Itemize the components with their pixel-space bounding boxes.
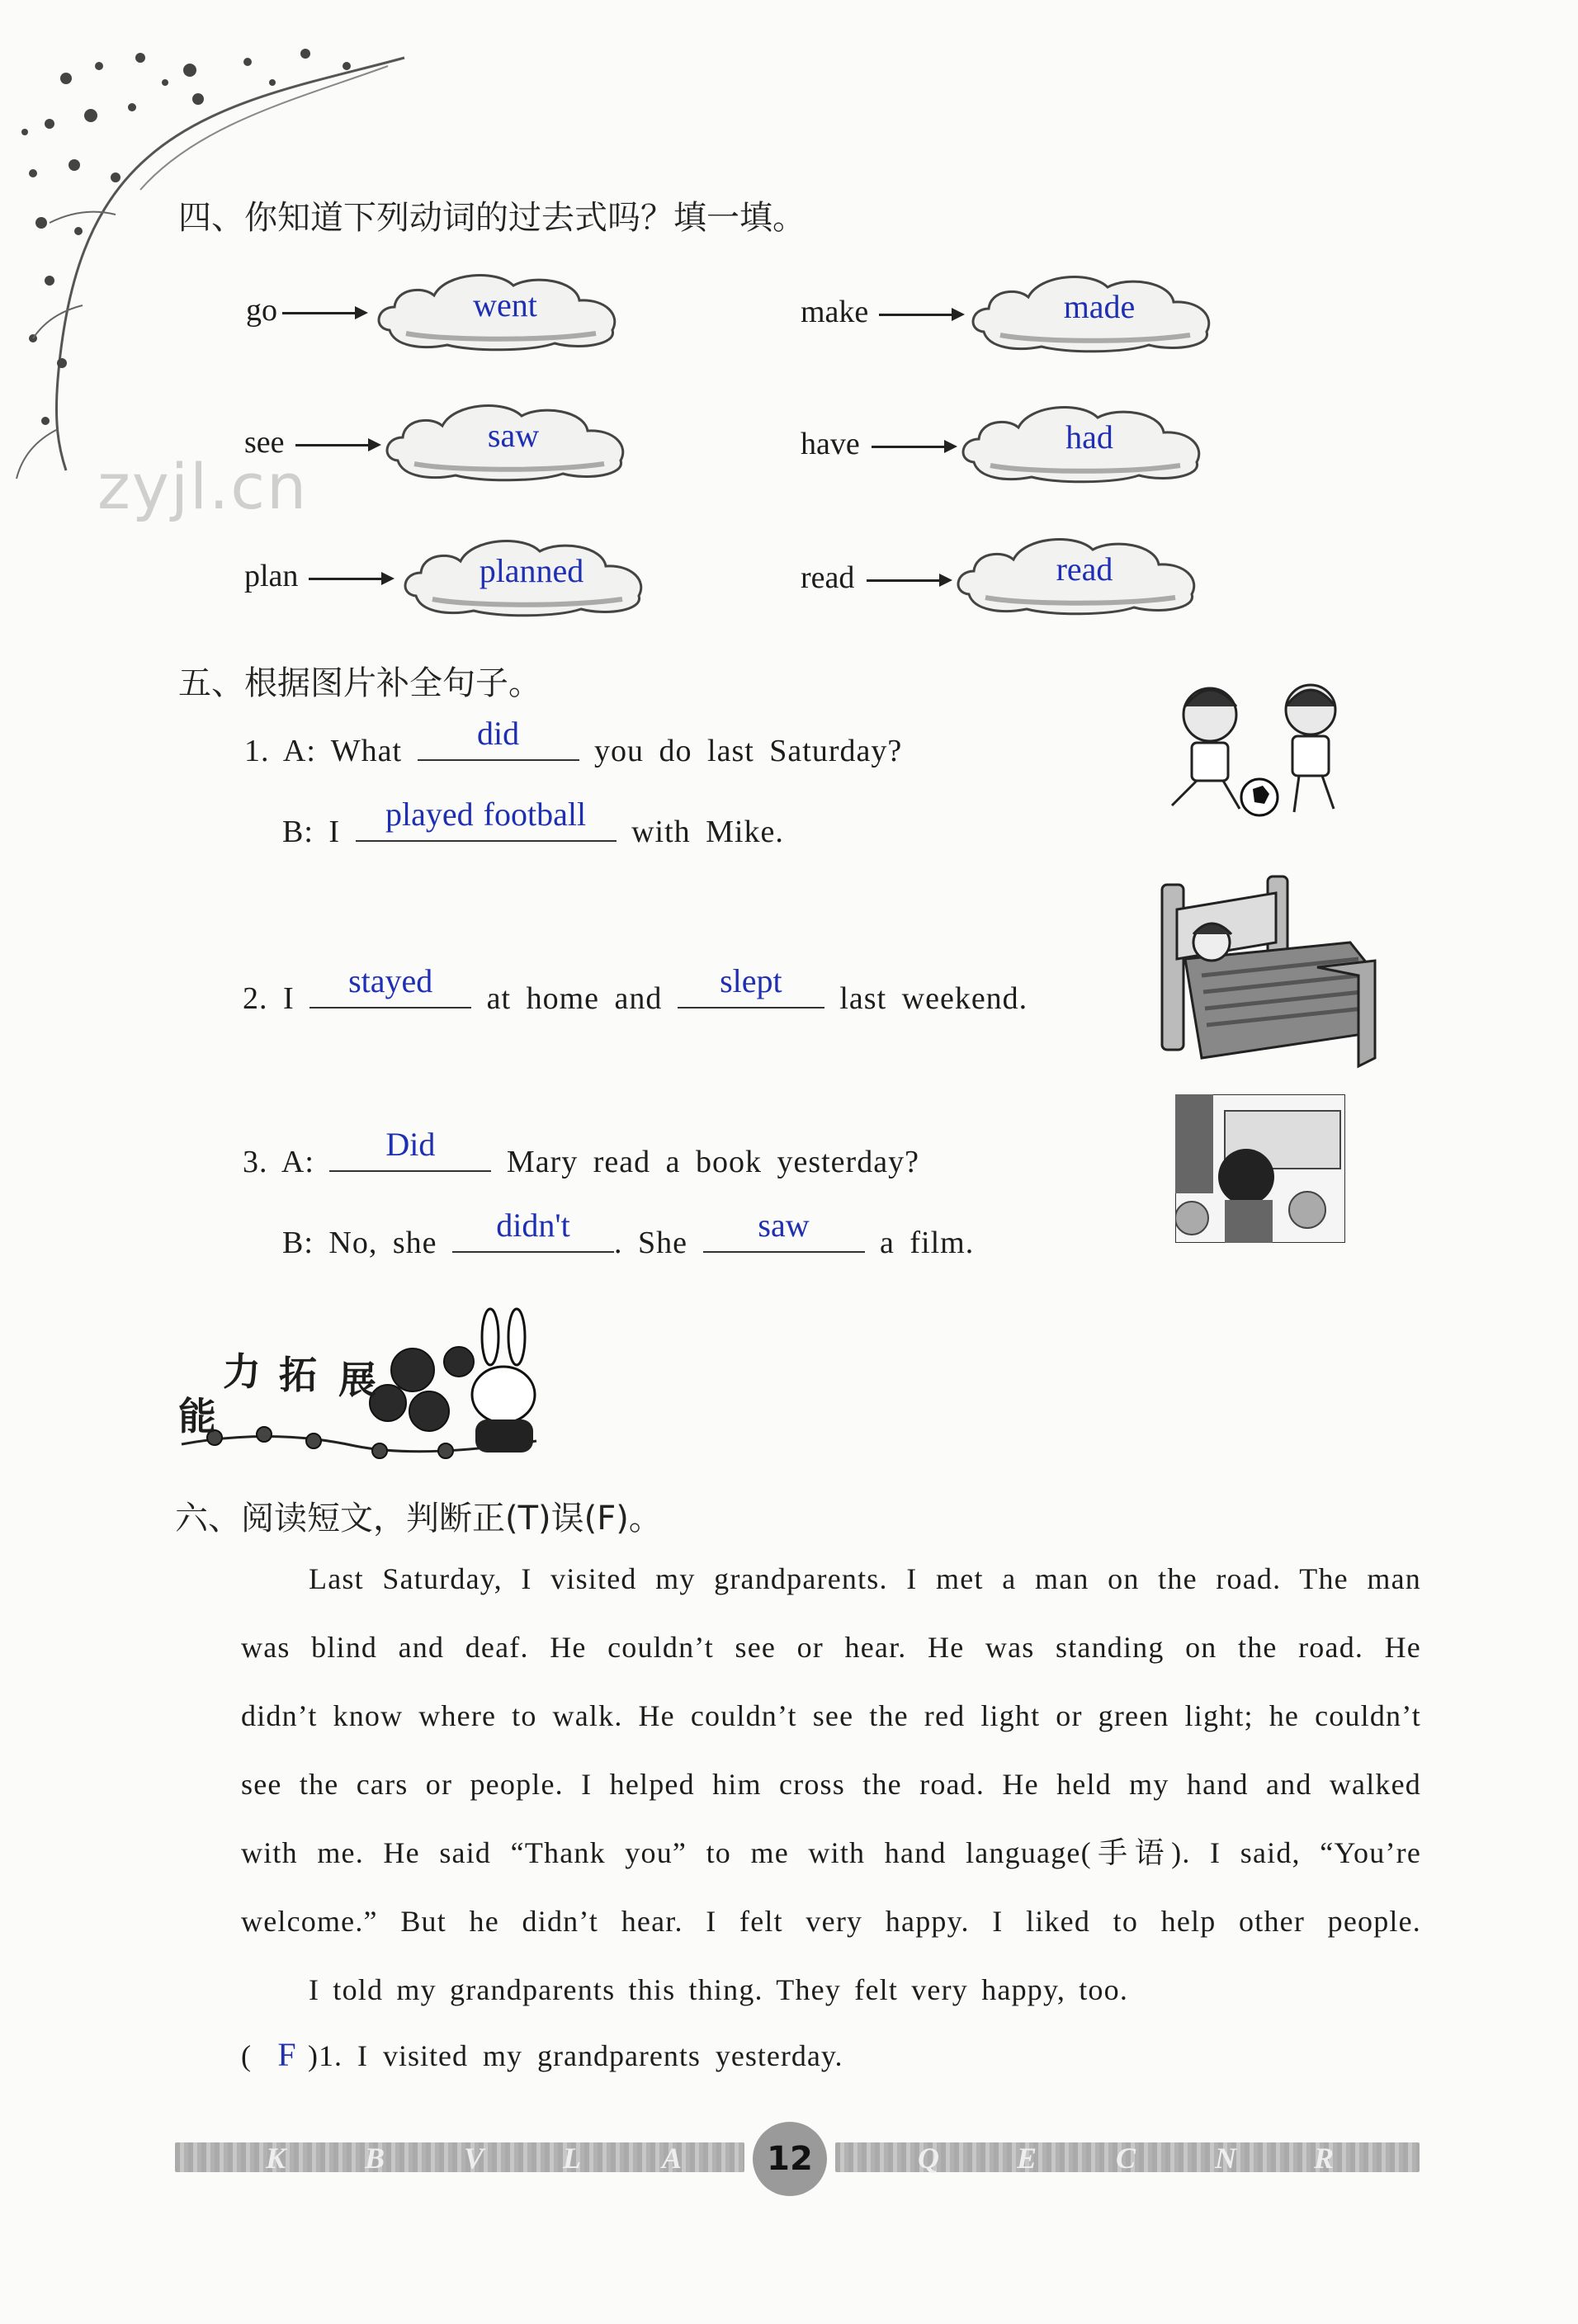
reading-passage <box>241 1545 1421 2024</box>
answer-had: had <box>1065 418 1113 456</box>
passage-line: was blind and deaf. He couldn’t see or hear. He was standing on the road. He <box>241 1631 1421 1664</box>
strip-letter: B <box>365 2142 385 2175</box>
question-bracket: ( <box>241 2039 252 2072</box>
blank-field[interactable] <box>452 1207 614 1253</box>
sentence-1a <box>244 715 903 769</box>
blank-field[interactable] <box>678 962 824 1008</box>
arrow-icon <box>879 314 961 316</box>
answer-made: made <box>1063 288 1136 325</box>
answer-saw: saw <box>487 417 540 454</box>
arrow-icon <box>867 579 949 582</box>
sleeping-child-illustration <box>1152 868 1380 1075</box>
sentence-text: B: I <box>282 815 341 849</box>
blank-field[interactable] <box>309 962 471 1008</box>
cloud-answer-read <box>952 528 1217 619</box>
arrow-icon <box>309 578 391 580</box>
answer-text: stayed <box>348 962 433 999</box>
strip-letter: L <box>563 2142 581 2175</box>
answer-text: didn't <box>496 1207 570 1244</box>
sentence-3a <box>243 1126 919 1180</box>
blank-field[interactable] <box>703 1207 865 1253</box>
answer-text: Did <box>385 1126 436 1163</box>
sentence-1b <box>282 796 784 850</box>
cinema-girl-illustration <box>1175 1094 1345 1243</box>
passage-line: didn’t know where to walk. He couldn’t see the red light or green light; he couldn’t <box>241 1699 1421 1732</box>
cloud-answer-made <box>967 266 1231 357</box>
blank-field[interactable] <box>418 715 579 761</box>
sentence-text: at home and <box>486 981 663 1016</box>
answer-text: did <box>476 715 520 752</box>
answer-went: went <box>473 286 537 324</box>
sentence-3b <box>282 1207 975 1261</box>
passage-line: see the cars or people. I helped him cross the road. He held my hand and walked <box>241 1768 1421 1801</box>
banner-char-3: 拓 <box>279 1353 317 1397</box>
sentence-text: . She <box>614 1226 687 1260</box>
sentence-2 <box>243 962 1028 1017</box>
verb-have: have <box>801 427 860 461</box>
passage-line: I told my grandparents this thing. They felt very happy, too. <box>309 1973 1129 2006</box>
sentence-text: you do last Saturday? <box>594 734 903 768</box>
sentence-text: last weekend. <box>839 981 1028 1016</box>
sentence-text: 2. I <box>243 981 295 1016</box>
section6-heading: 六、阅读短文，判断正(T)误(F)。 <box>175 1500 662 1538</box>
answer-mark[interactable]: F <box>277 2036 297 2073</box>
arrow-icon <box>295 444 378 446</box>
answer-text: saw <box>758 1207 810 1244</box>
sentence-text: with Mike. <box>631 815 784 849</box>
watermark: zyjl.cn <box>97 450 309 523</box>
answer-read: read <box>1056 550 1113 588</box>
footer-strip-left <box>175 2142 744 2175</box>
strip-letter: C <box>1116 2142 1136 2175</box>
banner-char-2: 力 <box>223 1349 261 1394</box>
footer-strip-right <box>835 2142 1420 2175</box>
strip-letter: K <box>266 2142 286 2175</box>
banner-char-1: 能 <box>178 1394 216 1438</box>
passage-line: with me. He said “Thank you” to me with hand language(手语). I said, “You’re <box>241 1836 1421 1869</box>
cloud-answer-planned <box>399 530 664 621</box>
page-number: 12 <box>753 2122 827 2196</box>
answer-text: slept <box>720 962 782 999</box>
true-false-question-1 <box>241 2035 843 2074</box>
arrow-icon <box>282 312 365 314</box>
answer-text: played football <box>385 796 587 833</box>
boys-football-illustration <box>1152 673 1375 830</box>
strip-letter: R <box>1314 2142 1335 2175</box>
strip-letter: N <box>1215 2142 1236 2175</box>
blank-field[interactable] <box>356 796 617 842</box>
verb-make: make <box>801 295 869 329</box>
corner-vine-decoration <box>0 33 429 479</box>
strip-letter: A <box>662 2142 683 2175</box>
verb-go: go <box>246 293 277 328</box>
sentence-text: a film. <box>880 1226 975 1260</box>
strip-letter: V <box>464 2142 484 2175</box>
cloud-answer-saw <box>381 394 645 485</box>
sentence-text: 3. A: <box>243 1145 314 1179</box>
verb-see: see <box>244 425 285 460</box>
blank-field[interactable] <box>329 1126 491 1172</box>
banner-char-4: 展 <box>338 1358 376 1402</box>
question-text: )1. I visited my grandparents yesterday. <box>308 2039 843 2072</box>
section5-heading: 五、根据图片补全句子。 <box>178 664 541 702</box>
verb-read: read <box>801 560 855 595</box>
verb-plan: plan <box>244 559 299 593</box>
passage-line: Last Saturday, I visited my grandparents. I met a man on the road. The man <box>309 1562 1421 1595</box>
cloud-answer-had <box>957 396 1221 487</box>
sentence-text: 1. A: What <box>244 734 403 768</box>
sentence-text: B: No, she <box>282 1226 437 1260</box>
section4-heading: 四、你知道下列动词的过去式吗？填一填。 <box>178 199 806 237</box>
arrow-icon <box>872 446 954 448</box>
sentence-text: Mary read a book yesterday? <box>506 1145 919 1179</box>
passage-line: welcome.” But he didn’t hear. I felt very happy. I liked to help other people. <box>241 1905 1421 1938</box>
strip-letter: Q <box>918 2142 939 2175</box>
strip-letter: E <box>1017 2142 1037 2175</box>
cloud-answer-went <box>373 264 637 355</box>
answer-planned: planned <box>479 552 584 589</box>
